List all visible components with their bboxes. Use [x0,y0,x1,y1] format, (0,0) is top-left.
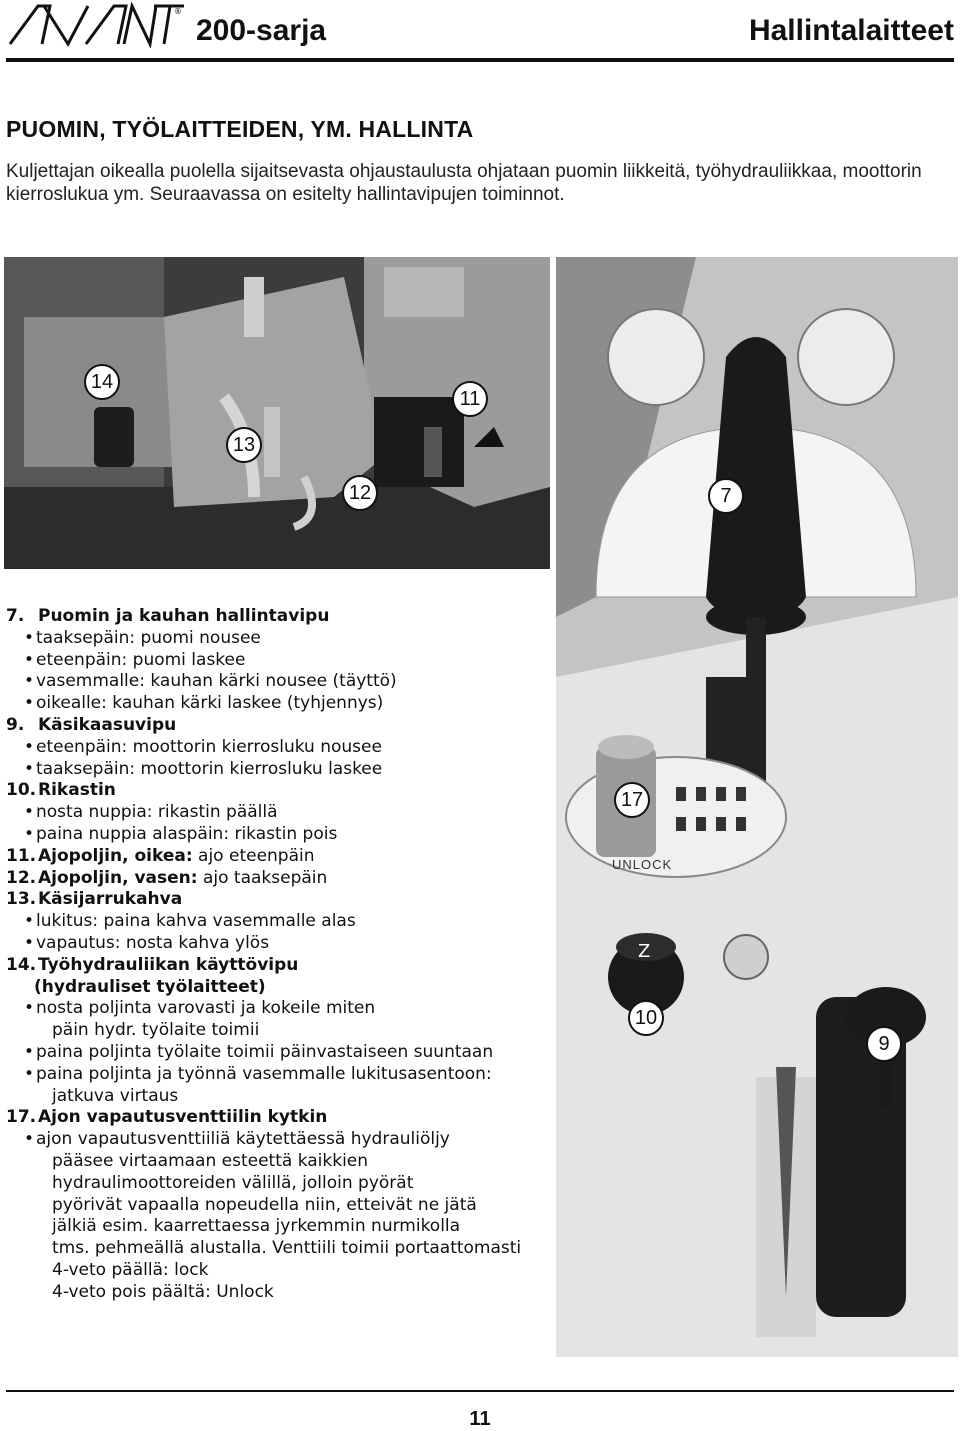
item-14-title: Työhydrauliikan käyttövipu [38,954,299,975]
item-9-bullet-2: • taaksepäin: moottorin kierrosluku laskee [6,759,566,781]
item-17-line-2: pääsee virtaamaan esteettä kaikkien [52,1150,369,1171]
callout-10: 10 [628,1000,664,1036]
svg-text:Z: Z [638,941,651,962]
item-17-line-4: pyörivät vapaalla nopeudella niin, etteivät ne jätä [52,1194,477,1215]
item-14-heading [6,955,566,977]
item-7-heading [6,606,566,628]
callout-7: 7 [708,478,744,514]
item-10-number: 10. [6,780,37,801]
item-11-text: ajo eteenpäin [192,845,315,866]
item-11-heading [6,846,566,868]
item-12-heading [6,868,566,890]
avant-logo [4,2,184,48]
item-13-bullet-1: • lukitus: paina kahva vasemmalle alas [6,911,566,933]
item-17-line-6: tms. pehmeällä alustalla. Venttiili toimii portaattomasti [52,1238,522,1259]
photo-pedals [4,257,550,569]
callout-17: 17 [614,782,650,818]
callout-14: 14 [84,364,120,400]
item-14-bullet-3: • paina poljinta ja työnnä vasemmalle lukitusasentoon: [6,1064,566,1086]
item-9-number: 9. [6,714,25,735]
photo-control-panel [556,257,958,1357]
item-7-title: Puomin ja kauhan hallintavipu [38,606,330,626]
page-heading: PUOMIN, TYÖLAITTEIDEN, YM. HALLINTA [6,116,474,142]
item-7-bullet-2: • eteenpäin: puomi laskee [6,650,566,672]
callout-11: 11 [452,381,488,417]
callout-9: 9 [866,1026,902,1062]
item-10-title: Rikastin [38,780,116,801]
item-9-title: Käsikaasuvipu [38,714,177,735]
footer-rule [6,1390,954,1392]
item-14-bullet-1: • nosta poljinta varovasti ja kokeile miten [6,998,566,1020]
item-7-bullet-4: • oikealle: kauhan kärki laskee (tyhjennys) [6,693,566,715]
intro-paragraph: Kuljettajan oikealla puolella sijaitsevasta ohjaustaulusta ohjataan puomin liikkeitä, työhydrauliikkaa, moottorin kierroslukua ym. Seuraavassa on esitelty hallintavipujen toiminnot. [6,161,922,205]
item-13-bullet-2: • vapautus: nosta kahva ylös [6,933,566,955]
item-17-bullet-1: • ajon vapautusventtiiliä käytettäessä hydrauliöljy [6,1129,566,1151]
item-7-bullet-1: • taaksepäin: puomi nousee [6,628,566,650]
item-12-text: ajo taaksepäin [197,867,328,888]
item-11-number: 11. [6,845,37,866]
item-12-title: Ajopoljin, vasen: [38,867,198,888]
item-13-number: 13. [6,889,37,910]
item-17-title: Ajon vapautusventtiilin kytkin [38,1107,328,1128]
page-number: 11 [469,1408,491,1430]
item-17-line-8: 4-veto pois päältä: Unlock [52,1281,274,1302]
item-7-bullet-3: • vasemmalle: kauhan kärki nousee (täyttö) [6,671,566,693]
item-17-heading [6,1107,566,1129]
item-14-number: 14. [6,954,37,975]
item-13-heading [6,889,566,911]
item-10-bullet-2: • paina nuppia alaspäin: rikastin pois [6,824,566,846]
item-14-bullet-1-cont: päin hydr. työlaite toimii [52,1020,260,1041]
item-9-bullet-1: • eteenpäin: moottorin kierrosluku nousee [6,737,566,759]
item-14-subtitle: (hydrauliset työlaitteet) [34,976,266,997]
control-list [6,606,566,1304]
item-17-line-7: 4-veto päällä: lock [52,1259,209,1280]
header-rule [6,58,954,62]
item-13-title: Käsijarrukahva [38,889,183,910]
item-14-bullet-2: • paina poljinta työlaite toimii päinvastaiseen suuntaan [6,1042,566,1064]
series-title: 200-sarja [196,14,327,47]
item-7-number: 7. [6,606,25,626]
unlock-label: UNLOCK [612,857,673,872]
svg-text:®: ® [174,7,182,16]
item-10-bullet-1: • nosta nuppia: rikastin päällä [6,802,566,824]
item-17-line-5: jälkiä esim. kaarrettaessa jyrkemmin nurmikolla [52,1216,461,1237]
section-title: Hallintalaitteet [748,14,954,47]
item-17-number: 17. [6,1107,37,1128]
item-10-heading [6,780,566,802]
item-12-number: 12. [6,867,37,888]
item-11-title: Ajopoljin, oikea: [38,845,193,866]
item-14-bullet-3-cont: jatkuva virtaus [52,1085,179,1106]
item-17-line-3: hydraulimoottoreiden välillä, jolloin pyörät [52,1172,414,1193]
item-9-heading [6,715,566,737]
callout-13: 13 [226,427,262,463]
callout-12: 12 [342,475,378,511]
